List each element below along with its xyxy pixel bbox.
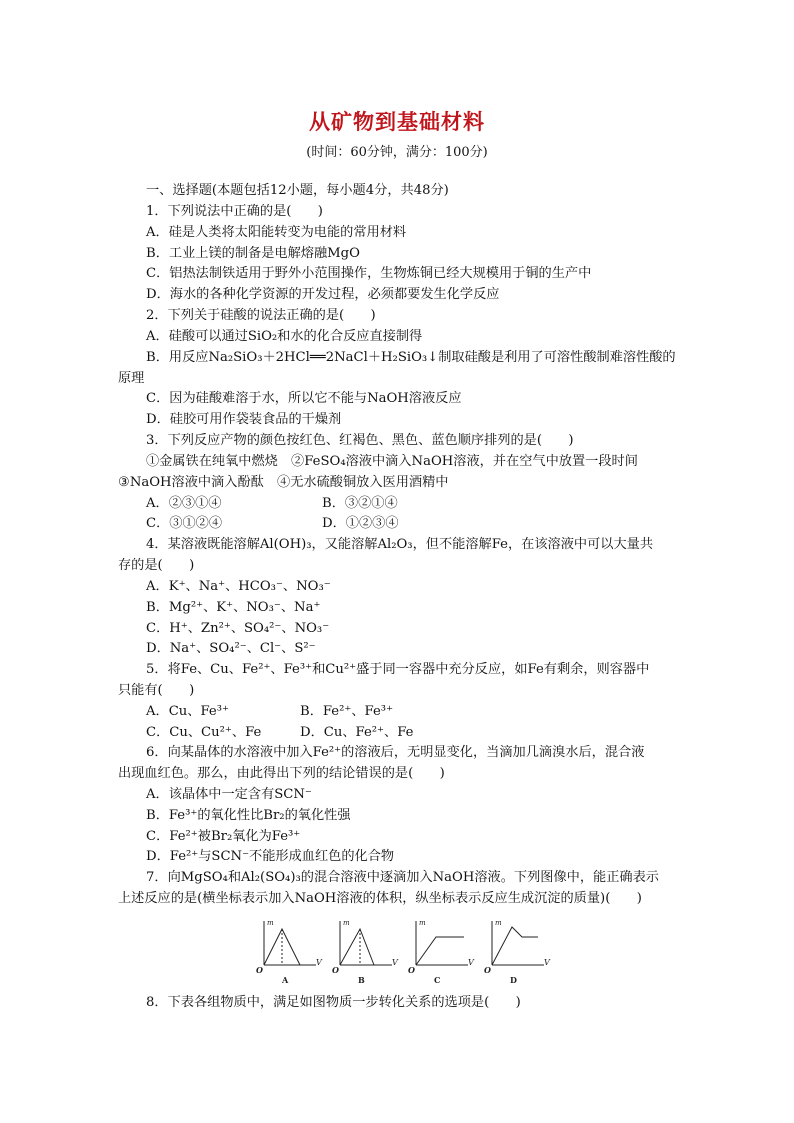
q5-option-d: D．Cu、Fe²⁺、Fe	[300, 725, 414, 740]
q7-stem-line1: 7．向MgSO₄和Al₂(SO₄)₃的混合溶液中逐滴加入NaOH溶液。下列图像中，能正确表示	[146, 870, 659, 885]
graph-c-origin: O	[408, 965, 415, 975]
q1-option-b: B．工业上镁的制备是电解熔融MgO	[146, 246, 360, 261]
q3-option-c: C．③①②④	[146, 516, 223, 531]
q2-option-d: D．硅胶可用作袋装食品的干燥剂	[146, 412, 342, 427]
q5-option-a: A．Cu、Fe³⁺	[146, 704, 229, 719]
q5-stem-line1: 5．将Fe、Cu、Fe²⁺、Fe³⁺和Cu²⁺盛于同一容器中充分反应，如Fe有剩余，则容器中	[146, 662, 650, 677]
q3-option-b: B．③②①④	[322, 496, 398, 511]
q4-option-c: C．H⁺、Zn²⁺、SO₄²⁻、NO₃⁻	[146, 621, 330, 636]
graph-c-label: C	[434, 975, 441, 985]
section-heading: 一、选择题(本题包括12小题，每小题4分，共48分)	[146, 183, 449, 198]
q7-stem-line2: 上述反应的是(横坐标表示加入NaOH溶液的体积，纵坐标表示反应生成沉淀的质量)( )	[118, 891, 642, 906]
graph-b-x-axis: V	[392, 958, 398, 967]
q3-items-line1: ①金属铁在纯氧中燃烧 ②FeSO₄溶液中滴入NaOH溶液，并在空气中放置一段时间	[146, 454, 638, 469]
q5-option-c: C．Cu、Cu²⁺、Fe	[146, 725, 262, 740]
graph-a-origin: O	[256, 965, 263, 975]
graph-d	[484, 919, 551, 985]
q4-option-d: D．Na⁺、SO₄²⁻、Cl⁻、S²⁻	[146, 641, 316, 656]
page-title: 从矿物到基础材料	[309, 109, 485, 134]
graph-b-origin: O	[332, 965, 339, 975]
q7-graph-options	[254, 915, 554, 987]
q1-option-d: D．海水的各种化学资源的开发过程，必须都要发生化学反应	[146, 287, 500, 302]
q6-option-d: D．Fe²⁺与SCN⁻不能形成血红色的化合物	[146, 849, 395, 864]
q4-stem-line1: 4．某溶液既能溶解Al(OH)₃，又能溶解Al₂O₃，但不能溶解Fe，在该溶液中可以大量共	[146, 537, 654, 552]
page-subtitle: (时间：60分钟，满分：100分)	[306, 145, 488, 160]
graph-c-y-axis: m	[419, 919, 426, 927]
q3-items-line2: ③NaOH溶液中滴入酚酞 ④无水硫酸铜放入医用酒精中	[118, 475, 449, 490]
graph-c-x-axis: V	[468, 958, 474, 967]
q3-stem: 3．下列反应产物的颜色按红色、红褐色、黑色、蓝色顺序排列的是( )	[146, 433, 574, 448]
q4-option-b: B．Mg²⁺、K⁺、NO₃⁻、Na⁺	[146, 600, 321, 615]
q2-option-a: A．硅酸可以通过SiO₂和水的化合反应直接制得	[146, 329, 423, 344]
q5-option-b: B．Fe²⁺、Fe³⁺	[300, 704, 394, 719]
graph-d-x-axis: V	[544, 958, 550, 967]
q6-option-b: B．Fe³⁺的氧化性比Br₂的氧化性强	[146, 808, 351, 823]
q2-option-c: C．因为硅酸难溶于水，所以它不能与NaOH溶液反应	[146, 391, 462, 406]
q1-option-c: C．铝热法制铁适用于野外小范围操作，生物炼铜已经大规模用于铜的生产中	[146, 266, 592, 281]
q1-stem: 1．下列说法中正确的是( )	[146, 204, 323, 219]
q1-option-a: A．硅是人类将太阳能转变为电能的常用材料	[146, 225, 407, 240]
graph-d-origin: O	[484, 965, 491, 975]
q6-option-a: A．该晶体中一定含有SCN⁻	[146, 787, 312, 802]
graph-d-label: D	[510, 975, 517, 985]
q3-option-a: A．②③①④	[146, 496, 222, 511]
graph-c	[408, 919, 475, 985]
graph-d-y-axis: m	[495, 919, 502, 927]
q2-stem: 2．下列关于硅酸的说法正确的是( )	[146, 308, 376, 323]
q8-stem: 8．下表各组物质中，满足如图物质一步转化关系的选项是( )	[146, 995, 521, 1010]
graph-a-label: A	[282, 975, 289, 985]
graph-b-y-axis: m	[343, 919, 350, 927]
graph-b-label: B	[358, 975, 365, 985]
q6-stem-line2: 出现血红色。那么，由此得出下列的结论错误的是( )	[118, 766, 445, 781]
q6-option-c: C．Fe²⁺被Br₂氧化为Fe³⁺	[146, 829, 301, 844]
q4-stem-line2: 存的是( )	[118, 558, 195, 573]
graph-a-x-axis: V	[316, 958, 322, 967]
graph-b	[332, 919, 399, 985]
graph-a-y-axis: m	[267, 919, 274, 927]
q3-option-d: D．①②③④	[322, 516, 399, 531]
graph-a	[256, 919, 323, 985]
q4-option-a: A．K⁺、Na⁺、HCO₃⁻、NO₃⁻	[146, 579, 331, 594]
q2-option-b-line1: B．用反应Na₂SiO₃＋2HCl══2NaCl＋H₂SiO₃↓制取硅酸是利用了可溶性酸制难溶性酸的	[146, 350, 676, 365]
q6-stem-line1: 6．向某晶体的水溶液中加入Fe²⁺的溶液后，无明显变化，当滴加几滴溴水后，混合液	[146, 745, 645, 760]
q5-stem-line2: 只能有( )	[118, 683, 195, 698]
q2-option-b-line2: 原理	[118, 371, 145, 386]
